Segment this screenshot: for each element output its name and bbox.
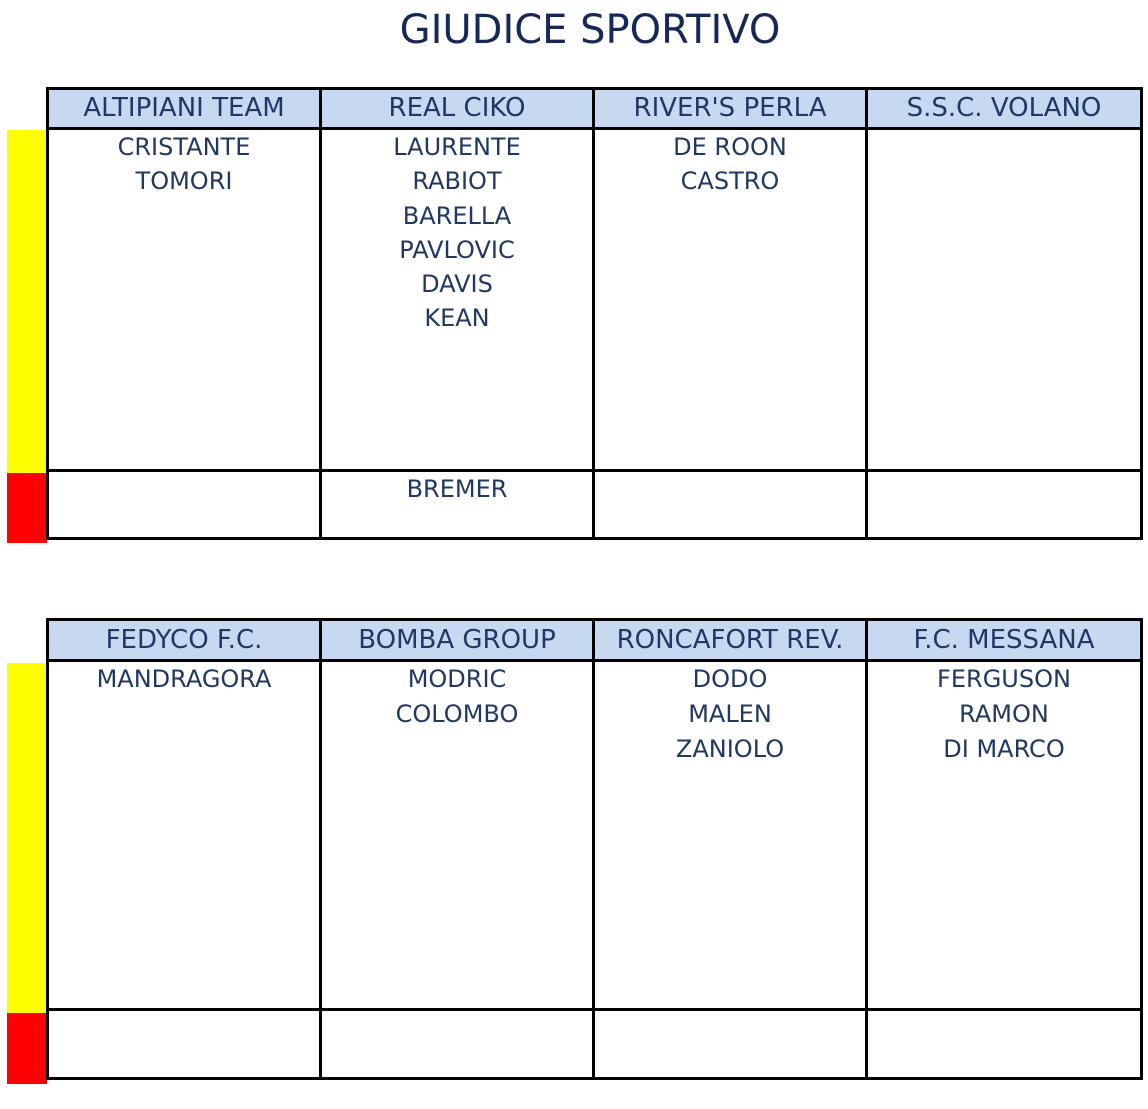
player-name: RAMON [959,700,1049,728]
team-name: S.S.C. VOLANO [867,89,1142,129]
red-card-cell [594,471,867,539]
red-card-cell [321,471,594,539]
red-card-indicator [7,1013,47,1084]
red-card-cell [867,471,1142,539]
yellow-card-indicator [7,663,47,1013]
yellow-card-cell [867,661,1142,1010]
yellow-card-cell [594,129,867,471]
player-name: MANDRAGORA [96,665,272,693]
yellow-card-cell [867,129,1142,471]
player-name: DODO [692,665,768,693]
yellow-card-cell [48,129,321,471]
player-name: DAVIS [421,270,493,299]
team-name: RIVER'S PERLA [594,89,867,129]
player-name: LAURENTE [393,133,521,161]
player-name: BREMER [406,475,508,503]
team-header-row [48,620,1142,661]
player-name: DI MARCO [943,735,1065,763]
player-name: FERGUSON [937,665,1071,693]
team-name: REAL CIKO [321,89,594,129]
player-name: CRISTANTE [117,133,251,161]
team-name: BOMBA GROUP [321,620,594,661]
red-card-cell [594,1010,867,1079]
team-name: FEDYCO F.C. [48,620,321,661]
player-name: ZANIOLO [675,735,785,763]
page-title: GIUDICE SPORTIVO [399,7,781,53]
player-name: MALEN [688,700,772,728]
player-name: COLOMBO [395,700,519,728]
yellow-card-cell [594,661,867,1010]
red-card-cell [867,1010,1142,1079]
red-card-cell [321,1010,594,1079]
player-name: PAVLOVIC [399,235,515,264]
yellow-card-cell [321,129,594,471]
yellow-card-row [48,661,1142,1010]
team-header-row [48,89,1142,129]
team-name: RONCAFORT REV. [594,620,867,661]
yellow-card-cell [48,661,321,1010]
red-card-cell [48,1010,321,1079]
player-name: TOMORI [135,167,233,196]
red-card-indicator [7,473,47,543]
player-name: RABIOT [412,167,502,196]
player-name: KEAN [424,304,490,333]
team-name: ALTIPIANI TEAM [48,89,321,129]
player-name: DE ROON [673,133,787,161]
yellow-card-cell [321,661,594,1010]
red-card-row [48,471,1142,539]
player-name: BARELLA [402,201,512,230]
yellow-card-row [48,129,1142,471]
red-card-row [48,1010,1142,1079]
player-name: MODRIC [407,665,507,693]
group-1-table [46,87,1143,540]
player-name: CASTRO [680,167,780,196]
yellow-card-indicator [7,130,47,473]
group-2-table [46,618,1143,1080]
team-name: F.C. MESSANA [867,620,1142,661]
red-card-cell [48,471,321,539]
